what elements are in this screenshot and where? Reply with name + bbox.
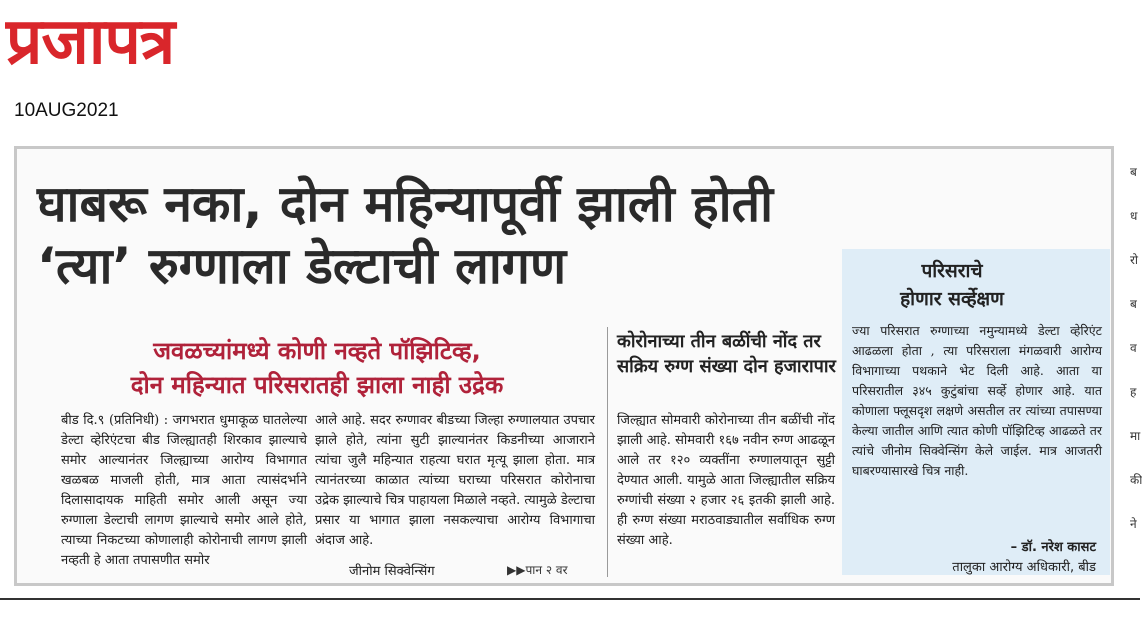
secondary-headline: कोरोनाच्या तीन बळींची नोंद तर सक्रिय रुग्ण संख्या दोन हजारापार [617, 331, 836, 377]
edge-mark: व [1130, 341, 1137, 355]
adjacent-column-fragment [1130, 150, 1140, 546]
edge-mark: मा [1130, 429, 1141, 443]
article-clipping [14, 146, 1114, 586]
continuation-label: जीनोम सिक्वेन्सिंग [349, 564, 435, 579]
publication-date: 10AUG2021 [14, 100, 119, 121]
edge-mark: की [1130, 473, 1142, 487]
edge-mark: ब [1130, 165, 1137, 179]
continued-on-page-link: ▶▶पान २ वर [507, 563, 568, 577]
headline-line-2: ‘त्या’ रुग्णाला डेल्टाची लागण [37, 237, 567, 295]
survey-sidebar-box [842, 249, 1110, 575]
edge-mark: रो [1130, 253, 1139, 267]
article-body-column-2: आले आहे. सदर रुग्णावर बीडच्या जिल्हा रुग्णालयात उपचार झाले होते, त्यांना सुटी झाल्यानंतर किडनीच्या आजाराने त्यांचा जुलै महिन्यात राहत्या घरात मृत्यू झाला होता. मात्र त्यानंतरच्या काळात त्यांच्या घराच्या परिसरात कोरोनाचा उद्रेक झाल्याचे चित्र पाहायला मिळाले नव्हते. त्यामुळे डेल्टाचा प्रसार या भागात झाला नसकल्याचा आरोग्य विभागाचा अंदाज आहे. [315, 413, 595, 548]
subhead-line-2: दोन महिन्यात परिसरातही झाला नाही उद्रेक [130, 371, 504, 399]
secondary-body: जिल्ह्यात सोमवारी कोरोनाच्या तीन बळींची नोंद झाली आहे. सोमवारी १६७ नवीन रुग्ण आढळून आले तर १२० व्यक्तींना रुग्णालयातून सुट्टी देण्यात आली. यामुळे आता जिल्ह्यातील सक्रिय रुग्णांची संख्या २ हजार २६ इतकी झाली आहे. ही रुग्ण संख्या मराठवाड्यातील सर्वाधिक रुग्ण संख्या आहे. [617, 413, 835, 548]
headline-line-1: घाबरू नका, दोन महिन्यापूर्वी झाली होती [37, 175, 774, 233]
edge-mark: ब [1130, 297, 1137, 311]
sidebar-author: – डॉ. नरेश कासट [1010, 540, 1096, 555]
article-body-column-1: बीड दि.९ (प्रतिनिधी) : जगभरात धुमाकूळ घातलेल्या डेल्टा व्हेरिएंटचा बीड जिल्ह्यातही शिरकाव झाल्याचे समोर आल्यानंतर जिल्ह्याच्या आरोग्य विभागात खळबळ माजली होती, मात्र आता त्यासंदर्भाने दिलासादायक माहिती समोर आली असून ज्या रुग्णाला डेल्टाची लागण झाल्याचे समोर आले होते, त्याच्या निकटच्या कोणालाही कोरोनाची लागण झाली नव्हती हे आता तपासणीत समोर [61, 413, 307, 568]
sidebar-author-role: तालुका आरोग्य अधिकारी, बीड [952, 560, 1096, 575]
sidebar-title-line-2: होणार सर्व्हेक्षण [900, 288, 1004, 310]
subhead-line-1: जवळच्यांमध्ये कोणी नव्हते पॉझिटिव्ह, [153, 337, 481, 365]
edge-mark: ह [1130, 385, 1137, 399]
column-divider [607, 327, 608, 577]
edge-mark: ध [1130, 209, 1138, 223]
sidebar-title-line-1: परिसराचे [921, 260, 983, 282]
masthead-logo: प्रजापत्र [6, 5, 175, 79]
sidebar-body: ज्या परिसरात रुग्णाच्या नमुन्यामध्ये डेल्टा व्हेरिएंट आढळला होता , त्या परिसराला मंगळवारी आरोग्य विभागाच्या पथकाने भेट दिली आहे. आता या परिसरातील ३४५ कुटुंबांचा सर्व्हे होणार आहे. यात कोणाला फ्लूसदृश लक्षणे असतील तर त्यांच्या तपासण्या केल्या जातील आणि त्यात कोणी पॉझिटिव्ह आढळते तर त्यांचे जीनोम सिक्वेन्सिंग केले जाईल. मात्र आजतरी घाबरण्यासारखे चित्र नाही. [852, 323, 1102, 478]
edge-mark: ने [1130, 517, 1137, 531]
bottom-rule [0, 598, 1140, 600]
